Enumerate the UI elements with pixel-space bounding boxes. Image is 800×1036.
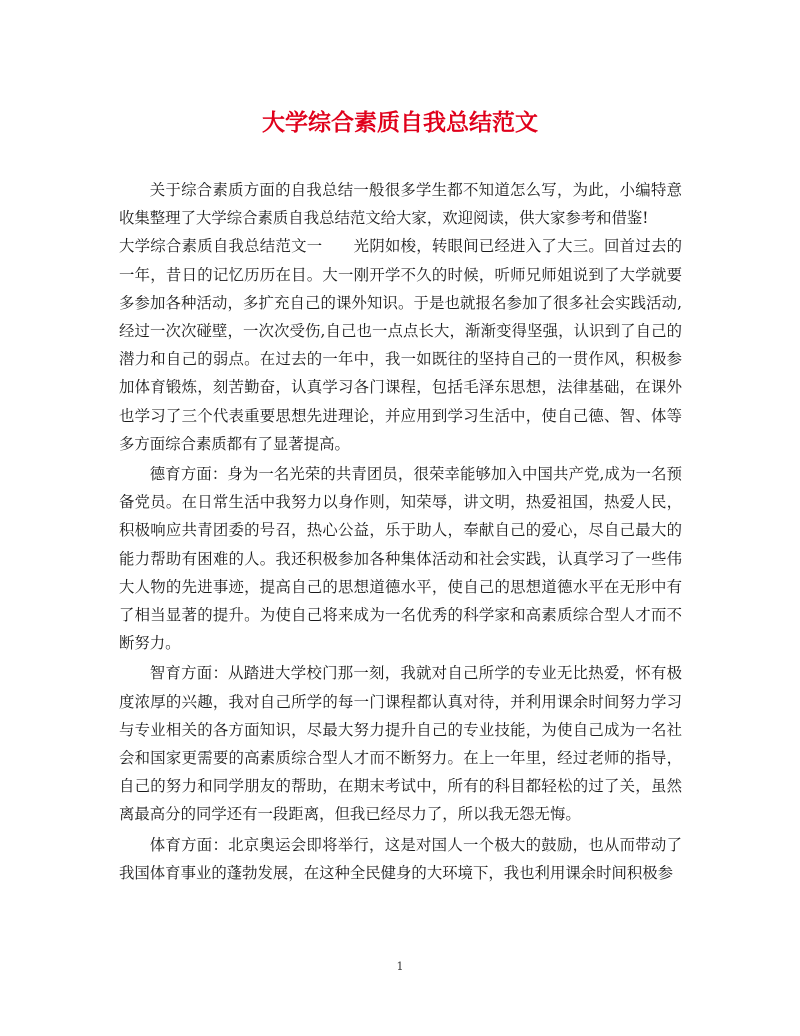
paragraph-moral-education: 德育方面：身为一名光荣的共青团员，很荣幸能够加入中国共产党,成为一名预备党员。在日常生活中我努力以身作则，知荣辱，讲文明，热爱祖国，热爱人民，积极响应共青团委的号召，热心公益，乐于助人，奉献自己的爱心，尽自己最大的能力帮助有困难的人。我还积极参加各种集体活动和社会实践，认真学习了一些伟大人物的先进事迹，提高自己的思想道德水平，使自己的思想道德水平在无形中有了相当显著的提升。为使自己将来成为一名优秀的科学家和高素质综合型人才而不断努力。 [119, 465, 682, 653]
document-body [119, 176, 682, 887]
paragraph-physical-education: 体育方面：北京奥运会即将举行，这是对国人一个极大的鼓励，也从而带动了我国体育事业的蓬勃发展，在这种全民健身的大环境下，我也利用课余时间积极参 [119, 835, 682, 882]
page-number: 1 [396, 960, 404, 973]
paragraph-sample-one: 大学综合素质自我总结范文一 光阴如梭，转眼间已经进入了大三。回首过去的一年，昔日的记忆历历在目。大一刚开学不久的时候，听师兄师姐说到了大学就要多参加各种活动，多扩充自己的课外知识。于是也就报名参加了很多社会实践活动,经过一次次碰壁，一次次受伤,自己也一点点长大，渐渐变得坚强，认识到了自己的潜力和自己的弱点。在过去的一年中，我一如既往的坚持自己的一贯作风，积极参加体育锻炼，刻苦勤奋，认真学习各门课程，包括毛泽东思想，法律基础，在课外也学习了三个代表重要思想先进理论，并应用到学习生活中，使自己德、智、体等多方面综合素质都有了显著提高。 [119, 237, 682, 453]
paragraph-intellectual-education: 智育方面：从踏进大学校门那一刻，我就对自己所学的专业无比热爱，怀有极度浓厚的兴趣，我对自己所学的每一门课程都认真对待，并利用课余时间努力学习与专业相关的各方面知识，尽最大努力提升自己的专业技能，为使自己成为一名社会和国家更需要的高素质综合型人才而不断努力。在上一年里，经过老师的指导，自己的努力和同学朋友的帮助，在期末考试中，所有的科目都轻松的过了关，虽然离最高分的同学还有一段距离，但我已经尽力了，所以我无怨无悔。 [119, 664, 682, 824]
paragraph-intro: 关于综合素质方面的自我总结一般很多学生都不知道怎么写，为此，小编特意收集整理了大学综合素质自我总结范文给大家，欢迎阅读，供大家参考和借鉴! [119, 181, 682, 228]
document-title: 大学综合素质自我总结范文 [262, 109, 538, 136]
